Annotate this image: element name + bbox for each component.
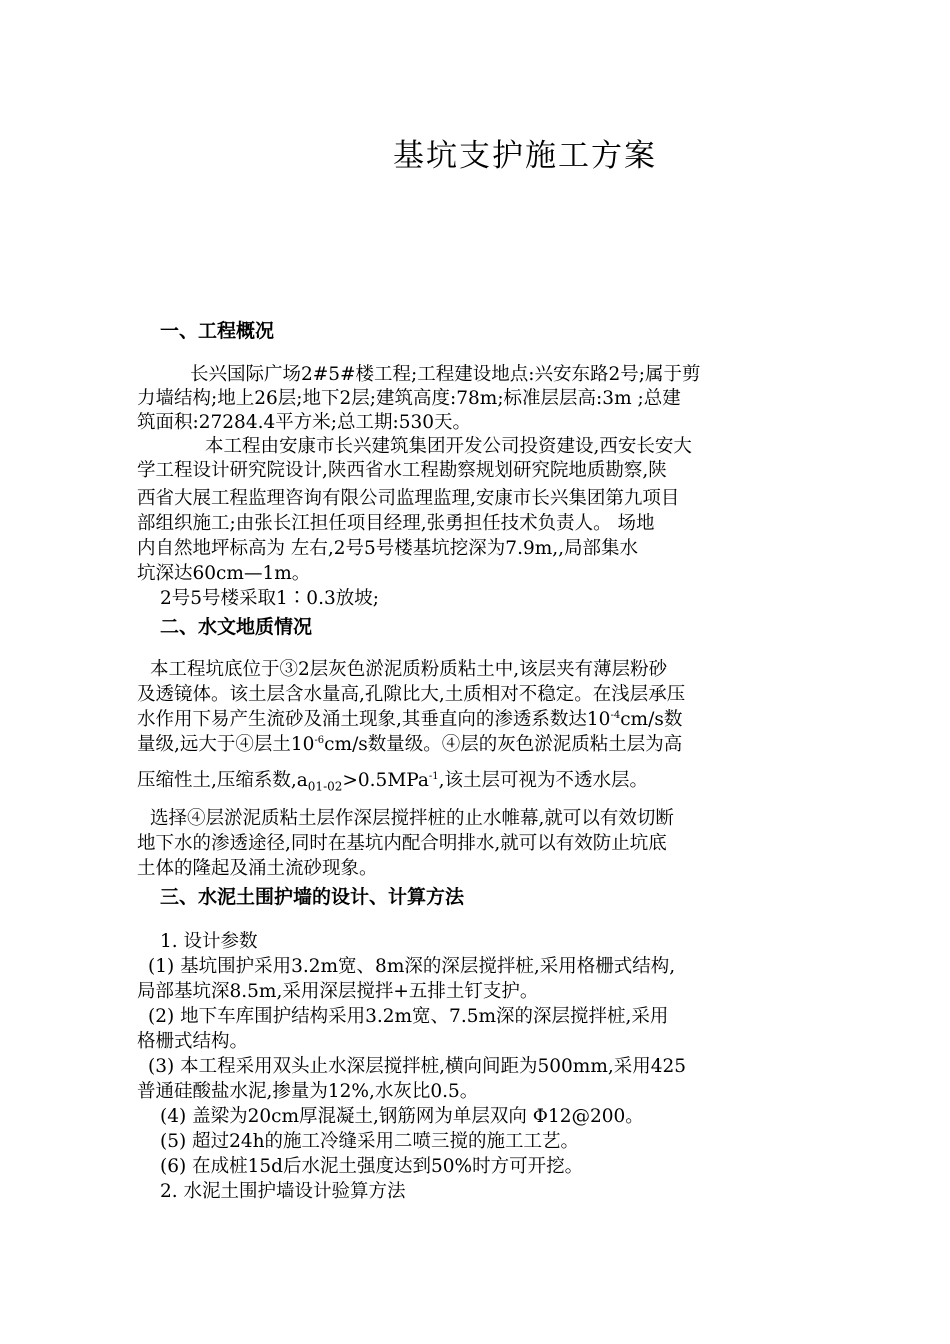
list-item: (1) 基坑围护采用3.2m宽、8m深的深层搅拌桩,采用格栅式结构, — [148, 956, 676, 977]
text-segment: cm/s数量级。④层的灰色淤泥质粘土层为高 — [324, 734, 683, 755]
list-item: (4) 盖梁为20cm厚混凝土,钢筋网为单层双向 Φ12@200。 — [160, 1106, 644, 1127]
list-item: 局部基坑深8.5m,采用深层搅拌+五排土钉支护。 — [137, 981, 539, 1002]
paragraph-line: 地下水的渗透途径,同时在基坑内配合明排水,就可以有效防止坑底 — [137, 833, 667, 854]
paragraph-line: 筑面积:27284.4平方米;总工期:530天。 — [137, 412, 472, 433]
section-heading-hydrogeology: 二、水文地质情况 — [160, 616, 313, 638]
paragraph-line: 本工程坑底位于③2层灰色淤泥质粉质粘土中,该层夹有薄层粉砂 — [150, 659, 668, 680]
text-segment: 水作用下易产生流砂及涌土现象,其垂直向的渗透系数达10 — [137, 709, 611, 730]
text-segment: ,该土层可视为不透水层。 — [438, 770, 649, 791]
list-item: (5) 超过24h的施工冷缝采用二喷三搅的施工工艺。 — [160, 1131, 580, 1152]
paragraph-line: 西省大展工程监理咨询有限公司监理监理,安康市长兴集团第九项目 — [137, 488, 680, 509]
text-segment: 量级,远大于④层土10 — [137, 734, 315, 755]
section-heading-overview: 一、工程概况 — [160, 320, 275, 342]
superscript: -6 — [314, 734, 325, 746]
paragraph-line: 选择④层淤泥质粘土层作深层搅拌桩的止水帷幕,就可以有效切断 — [150, 808, 674, 829]
paragraph-line: 长兴国际广场2#5#楼工程;工程建设地点:兴安东路2号;属于剪 — [190, 364, 701, 385]
paragraph-line: 部组织施工;由张长江担任项目经理,张勇担任技术负责人。 场地 — [137, 513, 655, 534]
text-segment: >0.5MPa — [342, 770, 429, 791]
paragraph-line: 本工程由安康市长兴建筑集团开发公司投资建设,西安长安大 — [205, 436, 692, 457]
paragraph-line: 坑深达60cm—1m。 — [137, 563, 311, 584]
list-item: (3) 本工程采用双头止水深层搅拌桩,横向间距为500mm,采用425 — [148, 1056, 687, 1077]
paragraph-line: 2号5号楼采取1∶0.3放坡; — [160, 588, 379, 609]
paragraph-line — [137, 708, 682, 732]
superscript: -1 — [428, 770, 439, 782]
list-item: 1. 设计参数 — [160, 931, 258, 952]
paragraph-line: 内自然地坪标高为 左右,2号5号楼基坑挖深为7.9m,,局部集水 — [137, 538, 639, 559]
paragraph-line: 学工程设计研究院设计,陕西省水工程勘察规划研究院地质勘察,陕 — [137, 460, 667, 481]
paragraph-line: 力墙结构;地上26层;地下2层;建筑高度:78m;标准层层高:3m ;总建 — [137, 388, 681, 409]
subscript: 01-02 — [307, 779, 343, 794]
text-segment: cm/s数 — [620, 709, 683, 730]
list-item: 普通硅酸盐水泥,掺量为12%,水灰比0.5。 — [137, 1081, 479, 1102]
paragraph-line — [137, 733, 682, 757]
list-item: (6) 在成桩15d后水泥土强度达到50%时方可开挖。 — [160, 1156, 584, 1177]
paragraph-line — [137, 769, 648, 793]
superscript: -4 — [610, 709, 621, 721]
list-item: 2. 水泥土围护墙设计验算方法 — [160, 1181, 406, 1202]
list-item: 格栅式结构。 — [137, 1031, 249, 1052]
list-item: (2) 地下车库围护结构采用3.2m宽、7.5m深的深层搅拌桩,采用 — [148, 1006, 669, 1027]
document-title: 基坑支护施工方案 — [393, 138, 657, 174]
section-heading-design: 三、水泥土围护墙的设计、计算方法 — [160, 886, 465, 908]
paragraph-line: 及透镜体。该土层含水量高,孔隙比大,土质相对不稳定。在浅层承压 — [137, 684, 686, 705]
paragraph-line: 土体的隆起及涌土流砂现象。 — [137, 858, 378, 879]
text-segment: 压缩性土,压缩系数,a — [137, 770, 308, 791]
